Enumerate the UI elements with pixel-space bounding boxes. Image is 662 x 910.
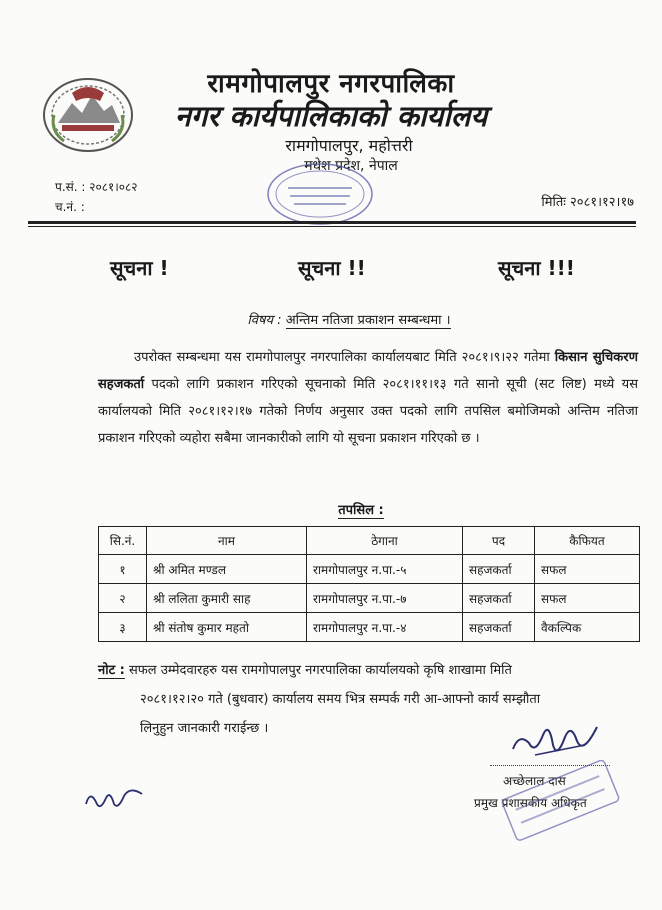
col-header-address: ठेगाना (307, 527, 463, 555)
cell-remarks: सफल (535, 584, 640, 613)
cell-serial: १ (99, 555, 147, 584)
office-name: नगर कार्यपालिकाको कार्यालय (174, 99, 488, 133)
subject-line (0, 310, 662, 328)
results-table (98, 526, 640, 642)
col-header-remarks: कैफियत (535, 527, 640, 555)
col-header-name: नाम (147, 527, 307, 555)
details-title (0, 500, 662, 518)
notice-heading-2: सूचना !! (298, 256, 366, 280)
initials-signature-icon (80, 780, 150, 820)
table-row (99, 613, 640, 642)
col-header-serial: सि.नं. (99, 527, 147, 555)
body-position-name: किसान सुचिकरण सहजकर्ता (98, 350, 638, 392)
cell-address: रामगोपालपुर न.पा.-५ (307, 555, 463, 584)
subject-label: विषय : (247, 313, 282, 328)
cell-remarks: वैकल्पिक (535, 613, 640, 642)
cell-serial: २ (99, 584, 147, 613)
notice-heading-3: सूचना !!! (498, 256, 575, 280)
cell-remarks: सफल (535, 555, 640, 584)
body-text-part-1: उपरोक्त सम्बन्धमा यस रामगोपालपुर नगरपालिका कार्यालयबाट मिति २०८१।९।२२ गतेमा (134, 350, 550, 365)
note-line-2: २०८१।१२।२० गते (बुधवार) कार्यालय समय भित्र सम्पर्क गरी आ-आफ्नो कार्य सम्झौता (140, 692, 541, 707)
office-stamp-icon (260, 158, 380, 230)
cell-name: श्री अमित मण्डल (147, 555, 307, 584)
signature-icon (505, 715, 605, 765)
cell-address: रामगोपालपुर न.पा.-४ (307, 613, 463, 642)
details-title-text: तपसिल : (338, 503, 384, 518)
note-line-3: लिनुहुन जानकारी गराईन्छ । (140, 721, 269, 736)
cell-position: सहजकर्ता (463, 584, 535, 613)
body-text-part-2: पदको लागि प्रकाशन गरिएको सूचनाको मिति २०८१।११।१३ गते सानो सूची (सट लिष्ट) मध्ये यस कार्यालयको मिति २०८१।१२।१७ गतेको निर्णय अनुसार उक्त पदको लागि तपसिल बमोजिमको अन्तिम नतिजा प्रकाशन गरिएको व्यहोरा सबैमा जानकारीको लागि यो सूचना प्रकाशन गरिएको छ । (98, 377, 639, 446)
table-row (99, 584, 640, 613)
cell-position: सहजकर्ता (463, 555, 535, 584)
note-label: नोट : (98, 663, 125, 678)
municipality-name: रामगोपालपुर नगरपालिका (207, 69, 455, 99)
cell-name: श्री संतोष कुमार महतो (147, 613, 307, 642)
note-line-1: सफल उम्मेदवारहरु यस रामगोपालपुर नगरपालिका कार्यालयको कृषि शाखामा मिति (129, 663, 512, 678)
table-row (99, 555, 640, 584)
address-line-2: मधेश प्रदेश, नेपाल (304, 158, 398, 174)
cell-serial: ३ (99, 613, 147, 642)
header-divider-thick (28, 221, 636, 224)
notice-body (98, 344, 638, 452)
table-header-row (99, 527, 640, 555)
subject-text: अन्तिम नतिजा प्रकाशन सम्बन्धमा । (285, 313, 451, 328)
header-divider-thin (28, 226, 636, 227)
notice-date: मितिः २०८१।१२।१७ (541, 195, 634, 210)
officer-stamp-icon (487, 760, 627, 850)
signatory-designation: प्रमुख प्रशासकीय अधिकृत (474, 796, 587, 810)
reference-number: प.सं. : २०८१।०८२ (55, 180, 138, 194)
cell-name: श्री ललिता कुमारी साह (147, 584, 307, 613)
notice-heading-1: सूचना ! (110, 256, 169, 280)
cell-position: सहजकर्ता (463, 613, 535, 642)
col-header-position: पद (463, 527, 535, 555)
address-line-1: रामगोपालपुर, महोत्तरी (285, 136, 413, 155)
cell-address: रामगोपालपुर न.पा.-७ (307, 584, 463, 613)
signatory-name: अच्छेलाल दास (503, 774, 566, 788)
dispatch-number: च.नं. : (55, 200, 85, 214)
